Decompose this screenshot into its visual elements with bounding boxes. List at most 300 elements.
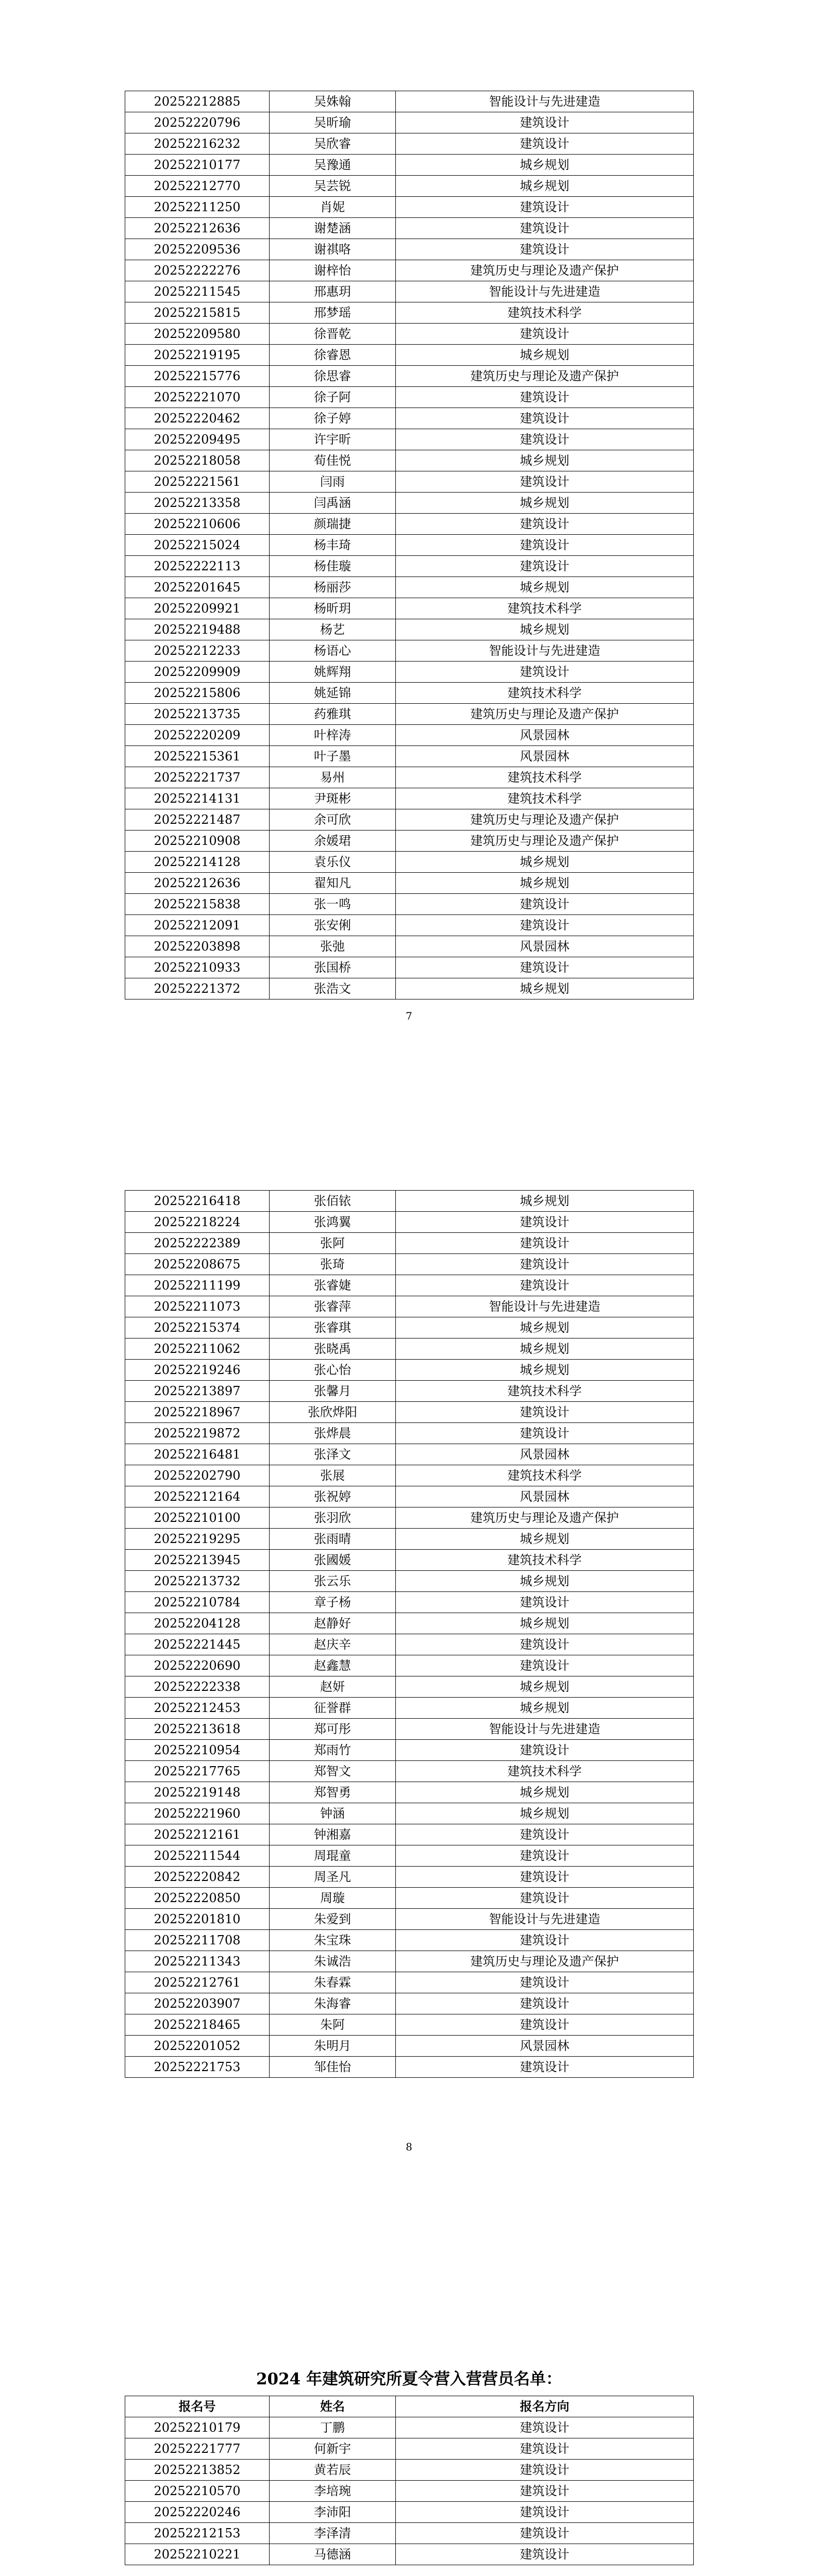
name-cell: 张鸿翼 <box>270 1212 396 1233</box>
name-cell: 张睿琪 <box>270 1317 396 1338</box>
name-cell: 吴芸锐 <box>270 176 396 197</box>
name-cell: 张云乐 <box>270 1571 396 1592</box>
reg-no-cell: 20252220246 <box>125 2502 270 2523</box>
table-row <box>125 1550 694 1571</box>
table-row <box>125 218 694 239</box>
direction-cell: 建筑设计 <box>396 1233 694 1254</box>
name-cell: 朱海睿 <box>270 1993 396 2014</box>
direction-cell: 建筑设计 <box>396 1592 694 1613</box>
reg-no-cell: 20252222276 <box>125 260 270 281</box>
table-row <box>125 1275 694 1296</box>
reg-no-cell: 20252218058 <box>125 450 270 471</box>
table-row <box>125 1634 694 1655</box>
name-cell: 钟涵 <box>270 1803 396 1824</box>
name-cell: 郑智勇 <box>270 1782 396 1803</box>
name-cell: 张阿 <box>270 1233 396 1254</box>
reg-no-cell: 20252212161 <box>125 1824 270 1845</box>
direction-cell: 智能设计与先进建造 <box>396 1909 694 1930</box>
table-row <box>125 450 694 471</box>
reg-no-cell: 20252201645 <box>125 577 270 598</box>
direction-cell: 建筑技术科学 <box>396 1550 694 1571</box>
reg-no-cell: 20252216481 <box>125 1444 270 1465</box>
reg-no-cell: 20252213945 <box>125 1550 270 1571</box>
reg-no-cell: 20252210908 <box>125 831 270 852</box>
page-number: 7 <box>406 1010 412 1022</box>
direction-cell: 建筑设计 <box>396 1254 694 1275</box>
name-cell: 吴昕瑜 <box>270 112 396 133</box>
name-cell: 李培琬 <box>270 2481 396 2502</box>
name-cell: 张心怡 <box>270 1360 396 1381</box>
name-cell: 周圣凡 <box>270 1867 396 1888</box>
table-row <box>125 683 694 704</box>
reg-no-cell: 20252216418 <box>125 1191 270 1212</box>
reg-no-cell: 20252212770 <box>125 176 270 197</box>
name-cell: 邢惠玥 <box>270 281 396 302</box>
direction-cell: 城乡规划 <box>396 873 694 894</box>
table-row <box>125 915 694 936</box>
reg-no-cell: 20252213852 <box>125 2460 270 2481</box>
reg-no-cell: 20252221445 <box>125 1634 270 1655</box>
table-row <box>125 324 694 345</box>
name-cell: 张國媛 <box>270 1550 396 1571</box>
reg-no-cell: 20252222113 <box>125 556 270 577</box>
reg-no-cell: 20252219246 <box>125 1360 270 1381</box>
table-row <box>125 1761 694 1782</box>
name-cell: 朱明月 <box>270 2036 396 2057</box>
direction-cell: 建筑设计 <box>396 1845 694 1867</box>
direction-cell: 建筑设计 <box>396 239 694 260</box>
direction-cell: 建筑设计 <box>396 535 694 556</box>
direction-cell: 建筑设计 <box>396 894 694 915</box>
table-row <box>125 281 694 302</box>
reg-no-cell: 20252216232 <box>125 133 270 155</box>
name-cell: 张祝婷 <box>270 1486 396 1507</box>
reg-no-cell: 20252212091 <box>125 915 270 936</box>
reg-no-cell: 20252220796 <box>125 112 270 133</box>
name-cell: 朱春霖 <box>270 1972 396 1993</box>
reg-no-cell: 20252209580 <box>125 324 270 345</box>
name-cell: 周璇 <box>270 1888 396 1909</box>
direction-cell: 城乡规划 <box>396 345 694 366</box>
reg-no-cell: 20252210100 <box>125 1507 270 1529</box>
direction-cell: 建筑历史与理论及遗产保护 <box>396 260 694 281</box>
header-reg-no: 报名号 <box>125 2396 270 2417</box>
table-row <box>125 302 694 324</box>
name-cell: 邢梦瑶 <box>270 302 396 324</box>
table-row <box>125 852 694 873</box>
direction-cell: 建筑设计 <box>396 324 694 345</box>
name-cell: 翟知凡 <box>270 873 396 894</box>
name-cell: 余可欣 <box>270 809 396 831</box>
direction-cell: 建筑技术科学 <box>396 767 694 788</box>
table-row <box>125 1507 694 1529</box>
reg-no-cell: 20252214131 <box>125 788 270 809</box>
direction-cell: 风景园林 <box>396 936 694 957</box>
name-cell: 朱爱到 <box>270 1909 396 1930</box>
reg-no-cell: 20252210606 <box>125 514 270 535</box>
table-row <box>125 239 694 260</box>
table-row <box>125 2014 694 2036</box>
direction-cell: 建筑设计 <box>396 1824 694 1845</box>
table-row <box>125 577 694 598</box>
direction-cell: 风景园林 <box>396 725 694 746</box>
table-row <box>125 471 694 493</box>
table-row <box>125 366 694 387</box>
direction-cell: 风景园林 <box>396 1444 694 1465</box>
direction-cell: 城乡规划 <box>396 450 694 471</box>
name-cell: 姚辉翔 <box>270 662 396 683</box>
reg-no-cell: 20252215361 <box>125 746 270 767</box>
table-row <box>125 1444 694 1465</box>
direction-cell: 建筑设计 <box>396 1275 694 1296</box>
reg-no-cell: 20252215815 <box>125 302 270 324</box>
direction-cell: 建筑设计 <box>396 2014 694 2036</box>
table-row <box>125 1465 694 1486</box>
table-row <box>125 2438 694 2460</box>
page-8 <box>0 1157 818 2313</box>
reg-no-cell: 20252213618 <box>125 1719 270 1740</box>
name-cell: 张泽文 <box>270 1444 396 1465</box>
direction-cell: 城乡规划 <box>396 1803 694 1824</box>
direction-cell: 城乡规划 <box>396 1317 694 1338</box>
table-row <box>125 662 694 683</box>
page-number: 8 <box>406 2141 412 2153</box>
direction-cell: 建筑设计 <box>396 1402 694 1423</box>
reg-no-cell: 20252220462 <box>125 408 270 429</box>
reg-no-cell: 20252222389 <box>125 1233 270 1254</box>
name-cell: 张羽欣 <box>270 1507 396 1529</box>
name-cell: 叶子墨 <box>270 746 396 767</box>
name-cell: 袁乐仪 <box>270 852 396 873</box>
reg-no-cell: 20252211343 <box>125 1951 270 1972</box>
name-cell: 张琦 <box>270 1254 396 1275</box>
reg-no-cell: 20252210784 <box>125 1592 270 1613</box>
direction-cell: 建筑历史与理论及遗产保护 <box>396 366 694 387</box>
table-row <box>125 788 694 809</box>
reg-no-cell: 20252214128 <box>125 852 270 873</box>
table-row <box>125 1317 694 1338</box>
reg-no-cell: 20252210570 <box>125 2481 270 2502</box>
reg-no-cell: 20252203898 <box>125 936 270 957</box>
name-cell: 张国桥 <box>270 957 396 978</box>
roster-table <box>125 1190 694 2078</box>
name-cell: 张睿婕 <box>270 1275 396 1296</box>
name-cell: 张佰铱 <box>270 1191 396 1212</box>
table-row <box>125 1296 694 1317</box>
reg-no-cell: 20252209921 <box>125 598 270 619</box>
table-row <box>125 894 694 915</box>
name-cell: 朱诚浩 <box>270 1951 396 1972</box>
table-row <box>125 1993 694 2014</box>
reg-no-cell: 20252221070 <box>125 387 270 408</box>
table-row <box>125 197 694 218</box>
reg-no-cell: 20252219295 <box>125 1529 270 1550</box>
direction-cell: 建筑设计 <box>396 133 694 155</box>
reg-no-cell: 20252211062 <box>125 1338 270 1360</box>
reg-no-cell: 20252215024 <box>125 535 270 556</box>
reg-no-cell: 20252208675 <box>125 1254 270 1275</box>
header-direction: 报名方向 <box>396 2396 694 2417</box>
direction-cell: 城乡规划 <box>396 1676 694 1698</box>
reg-no-cell: 20252210179 <box>125 2417 270 2438</box>
direction-cell: 城乡规划 <box>396 1782 694 1803</box>
table-row <box>125 1360 694 1381</box>
name-cell: 李泽清 <box>270 2523 396 2544</box>
table-row <box>125 1888 694 1909</box>
direction-cell: 建筑设计 <box>396 1993 694 2014</box>
direction-cell: 城乡规划 <box>396 176 694 197</box>
name-cell: 徐思睿 <box>270 366 396 387</box>
table-row <box>125 1951 694 1972</box>
table-row <box>125 2523 694 2544</box>
name-cell: 杨丽莎 <box>270 577 396 598</box>
table-row <box>125 514 694 535</box>
table-row <box>125 1803 694 1824</box>
table-row <box>125 873 694 894</box>
name-cell: 张馨月 <box>270 1381 396 1402</box>
table-row <box>125 260 694 281</box>
name-cell: 郑可彤 <box>270 1719 396 1740</box>
table-row <box>125 408 694 429</box>
name-cell: 张展 <box>270 1465 396 1486</box>
reg-no-cell: 20252221487 <box>125 809 270 831</box>
reg-no-cell: 20252212153 <box>125 2523 270 2544</box>
direction-cell: 智能设计与先进建造 <box>396 91 694 112</box>
direction-cell: 建筑设计 <box>396 514 694 535</box>
name-cell: 周琨童 <box>270 1845 396 1867</box>
table-row <box>125 704 694 725</box>
name-cell: 谢祺咯 <box>270 239 396 260</box>
name-cell: 朱宝珠 <box>270 1930 396 1951</box>
table-row <box>125 387 694 408</box>
name-cell: 尹斑彬 <box>270 788 396 809</box>
reg-no-cell: 20252221777 <box>125 2438 270 2460</box>
table-row <box>125 176 694 197</box>
direction-cell: 建筑技术科学 <box>396 598 694 619</box>
table-row <box>125 2460 694 2481</box>
name-cell: 余媛珺 <box>270 831 396 852</box>
direction-cell: 智能设计与先进建造 <box>396 281 694 302</box>
name-cell: 杨语心 <box>270 640 396 662</box>
table-row <box>125 1402 694 1423</box>
direction-cell: 风景园林 <box>396 746 694 767</box>
direction-cell: 建筑历史与理论及遗产保护 <box>396 1951 694 1972</box>
name-cell: 张欣烨阳 <box>270 1402 396 1423</box>
table-row <box>125 957 694 978</box>
name-cell: 征誉群 <box>270 1698 396 1719</box>
roster-table <box>125 91 694 999</box>
reg-no-cell: 20252222338 <box>125 1676 270 1698</box>
direction-cell: 智能设计与先进建造 <box>396 640 694 662</box>
reg-no-cell: 20252212164 <box>125 1486 270 1507</box>
direction-cell: 建筑设计 <box>396 471 694 493</box>
reg-no-cell: 20252221753 <box>125 2057 270 2078</box>
table-row <box>125 2544 694 2565</box>
reg-no-cell: 20252212233 <box>125 640 270 662</box>
direction-cell: 建筑历史与理论及遗产保护 <box>396 831 694 852</box>
name-cell: 张晓禹 <box>270 1338 396 1360</box>
reg-no-cell: 20252219488 <box>125 619 270 640</box>
reg-no-cell: 20252220690 <box>125 1655 270 1676</box>
direction-cell: 城乡规划 <box>396 1191 694 1212</box>
direction-cell: 建筑设计 <box>396 2460 694 2481</box>
reg-no-cell: 20252210221 <box>125 2544 270 2565</box>
direction-cell: 建筑设计 <box>396 556 694 577</box>
direction-cell: 城乡规划 <box>396 852 694 873</box>
name-cell: 郑雨竹 <box>270 1740 396 1761</box>
table-row <box>125 1338 694 1360</box>
name-cell: 徐晋乾 <box>270 324 396 345</box>
direction-cell: 城乡规划 <box>396 493 694 514</box>
reg-no-cell: 20252213732 <box>125 1571 270 1592</box>
reg-no-cell: 20252211544 <box>125 1845 270 1867</box>
name-cell: 肖妮 <box>270 197 396 218</box>
direction-cell: 建筑历史与理论及遗产保护 <box>396 809 694 831</box>
direction-cell: 城乡规划 <box>396 1360 694 1381</box>
direction-cell: 建筑设计 <box>396 112 694 133</box>
table-row <box>125 1845 694 1867</box>
table-row <box>125 1233 694 1254</box>
reg-no-cell: 20252212885 <box>125 91 270 112</box>
direction-cell: 建筑设计 <box>396 1888 694 1909</box>
direction-cell: 城乡规划 <box>396 1338 694 1360</box>
reg-no-cell: 20252212636 <box>125 873 270 894</box>
name-cell: 丁鹏 <box>270 2417 396 2438</box>
reg-no-cell: 20252203907 <box>125 1993 270 2014</box>
table-row <box>125 746 694 767</box>
reg-no-cell: 20252221960 <box>125 1803 270 1824</box>
table-row <box>125 429 694 450</box>
reg-no-cell: 20252212453 <box>125 1698 270 1719</box>
reg-no-cell: 20252220209 <box>125 725 270 746</box>
name-cell: 杨丰琦 <box>270 535 396 556</box>
direction-cell: 建筑设计 <box>396 408 694 429</box>
name-cell: 吴欣睿 <box>270 133 396 155</box>
name-cell: 姚延锦 <box>270 683 396 704</box>
table-row <box>125 978 694 999</box>
direction-cell: 建筑设计 <box>396 2417 694 2438</box>
name-cell: 荀佳悦 <box>270 450 396 471</box>
direction-cell: 建筑设计 <box>396 2057 694 2078</box>
name-cell: 闫禹涵 <box>270 493 396 514</box>
name-cell: 谢楚涵 <box>270 218 396 239</box>
reg-no-cell: 20252201052 <box>125 2036 270 2057</box>
table-row <box>125 1740 694 1761</box>
name-cell: 何新宇 <box>270 2438 396 2460</box>
name-cell: 徐子阿 <box>270 387 396 408</box>
reg-no-cell: 20252212761 <box>125 1972 270 1993</box>
reg-no-cell: 20252201810 <box>125 1909 270 1930</box>
name-cell: 邹佳怡 <box>270 2057 396 2078</box>
direction-cell: 建筑设计 <box>396 1972 694 1993</box>
reg-no-cell: 20252219872 <box>125 1423 270 1444</box>
reg-no-cell: 20252209909 <box>125 662 270 683</box>
name-cell: 吴姝翰 <box>270 91 396 112</box>
table-row <box>125 1782 694 1803</box>
name-cell: 赵庆辛 <box>270 1634 396 1655</box>
direction-cell: 建筑设计 <box>396 2523 694 2544</box>
table-row <box>125 1381 694 1402</box>
reg-no-cell: 20252218967 <box>125 1402 270 1423</box>
table-row <box>125 2481 694 2502</box>
reg-no-cell: 20252215838 <box>125 894 270 915</box>
name-cell: 章子杨 <box>270 1592 396 1613</box>
direction-cell: 建筑设计 <box>396 662 694 683</box>
page-7 <box>0 0 818 1157</box>
direction-cell: 建筑设计 <box>396 197 694 218</box>
table-row <box>125 2417 694 2438</box>
direction-cell: 风景园林 <box>396 2036 694 2057</box>
reg-no-cell: 20252213735 <box>125 704 270 725</box>
reg-no-cell: 20252211199 <box>125 1275 270 1296</box>
reg-no-cell: 20252221561 <box>125 471 270 493</box>
reg-no-cell: 20252221737 <box>125 767 270 788</box>
name-cell: 张弛 <box>270 936 396 957</box>
reg-no-cell: 20252212636 <box>125 218 270 239</box>
reg-no-cell: 20252210177 <box>125 155 270 176</box>
reg-no-cell: 20252221372 <box>125 978 270 999</box>
table-row <box>125 1676 694 1698</box>
direction-cell: 城乡规划 <box>396 1529 694 1550</box>
table-row <box>125 1972 694 1993</box>
name-cell: 张雨晴 <box>270 1529 396 1550</box>
name-cell: 赵鑫慧 <box>270 1655 396 1676</box>
direction-cell: 建筑设计 <box>396 387 694 408</box>
table-row <box>125 133 694 155</box>
table-row <box>125 155 694 176</box>
reg-no-cell: 20252210954 <box>125 1740 270 1761</box>
table-row <box>125 1613 694 1634</box>
name-cell: 黄若辰 <box>270 2460 396 2481</box>
table-row <box>125 1592 694 1613</box>
camp-roster-table <box>125 2396 694 2565</box>
direction-cell: 建筑设计 <box>396 1740 694 1761</box>
direction-cell: 智能设计与先进建造 <box>396 1296 694 1317</box>
table-row <box>125 619 694 640</box>
direction-cell: 建筑设计 <box>396 1423 694 1444</box>
table-row <box>125 809 694 831</box>
direction-cell: 城乡规划 <box>396 1698 694 1719</box>
table-row <box>125 831 694 852</box>
name-cell: 闫雨 <box>270 471 396 493</box>
reg-no-cell: 20252211250 <box>125 197 270 218</box>
name-cell: 赵静好 <box>270 1613 396 1634</box>
header-name: 姓名 <box>270 2396 396 2417</box>
direction-cell: 建筑技术科学 <box>396 1465 694 1486</box>
direction-cell: 建筑设计 <box>396 1930 694 1951</box>
name-cell: 叶梓涛 <box>270 725 396 746</box>
reg-no-cell: 20252213358 <box>125 493 270 514</box>
name-cell: 张安俐 <box>270 915 396 936</box>
name-cell: 许宇昕 <box>270 429 396 450</box>
direction-cell: 建筑设计 <box>396 957 694 978</box>
direction-cell: 建筑设计 <box>396 2544 694 2565</box>
table-row <box>125 598 694 619</box>
reg-no-cell: 20252217765 <box>125 1761 270 1782</box>
direction-cell: 建筑设计 <box>396 218 694 239</box>
direction-cell: 城乡规划 <box>396 577 694 598</box>
reg-no-cell: 20252219195 <box>125 345 270 366</box>
direction-cell: 建筑设计 <box>396 1634 694 1655</box>
reg-no-cell: 20252218465 <box>125 2014 270 2036</box>
name-cell: 朱阿 <box>270 2014 396 2036</box>
direction-cell: 建筑设计 <box>396 2502 694 2523</box>
name-cell: 张睿萍 <box>270 1296 396 1317</box>
reg-no-cell: 20252211545 <box>125 281 270 302</box>
direction-cell: 城乡规划 <box>396 1571 694 1592</box>
table-row <box>125 1254 694 1275</box>
reg-no-cell: 20252215374 <box>125 1317 270 1338</box>
